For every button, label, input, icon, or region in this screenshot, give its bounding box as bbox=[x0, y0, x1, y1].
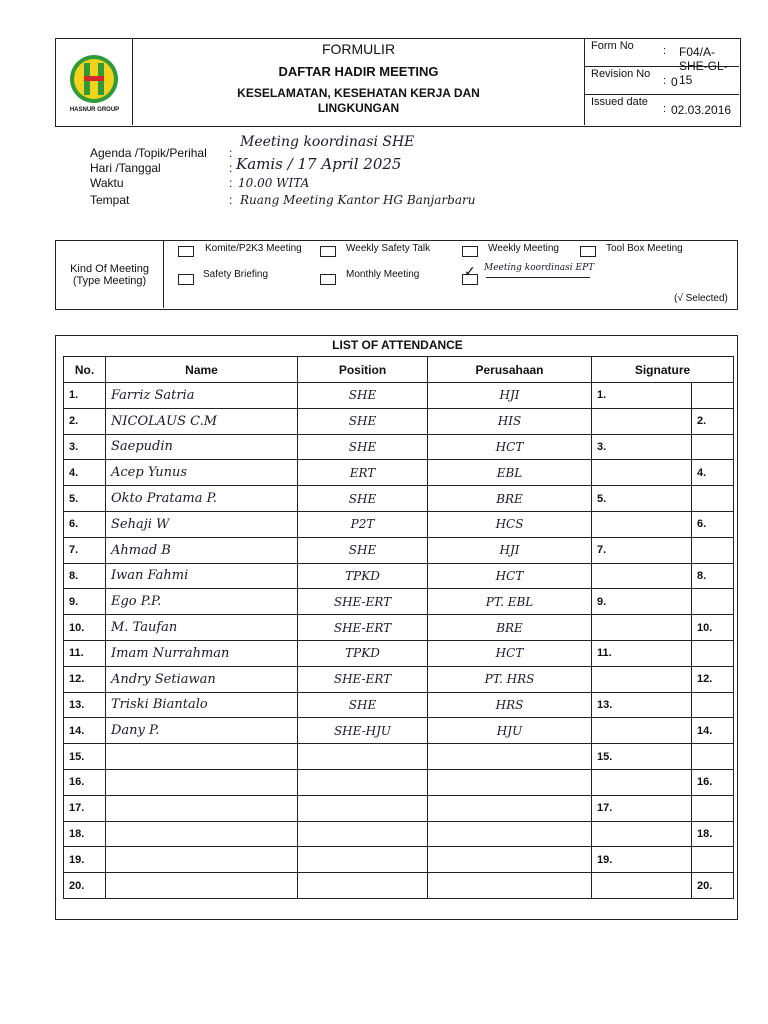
row-number: 3. bbox=[64, 434, 106, 460]
row-number: 12. bbox=[64, 666, 106, 692]
table-row bbox=[64, 537, 734, 563]
row-position[interactable]: ERT bbox=[298, 460, 428, 486]
signature-left[interactable] bbox=[592, 615, 692, 641]
row-position[interactable]: SHE-ERT bbox=[298, 615, 428, 641]
meta-cell bbox=[585, 39, 739, 125]
attendance-title: LIST OF ATTENDANCE bbox=[332, 338, 463, 352]
signature-right[interactable]: 14. bbox=[692, 718, 734, 744]
row-position[interactable]: SHE bbox=[298, 383, 428, 409]
option-weekly-safety-talk: Weekly Safety Talk bbox=[346, 243, 431, 254]
row-number: 15. bbox=[64, 744, 106, 770]
row-position[interactable]: TPKD bbox=[298, 640, 428, 666]
row-name[interactable]: Imam Nurrahman bbox=[106, 640, 298, 666]
row-name[interactable]: Andry Setiawan bbox=[106, 666, 298, 692]
row-name[interactable]: NICOLAUS C.M bbox=[106, 408, 298, 434]
row-name[interactable] bbox=[106, 795, 298, 821]
row-position[interactable]: SHE bbox=[298, 486, 428, 512]
row-position[interactable]: SHE-ERT bbox=[298, 589, 428, 615]
row-name[interactable]: Sehaji W bbox=[106, 511, 298, 537]
row-position[interactable]: P2T bbox=[298, 511, 428, 537]
option-weekly-meeting: Weekly Meeting bbox=[488, 243, 559, 254]
row-company[interactable] bbox=[428, 769, 592, 795]
signature-left[interactable]: 19. bbox=[592, 847, 692, 873]
revision-row: Revision No : 0 bbox=[585, 67, 739, 95]
table-row bbox=[64, 873, 734, 899]
row-number: 11. bbox=[64, 640, 106, 666]
row-company[interactable]: HJU bbox=[428, 718, 592, 744]
row-company[interactable] bbox=[428, 821, 592, 847]
signature-right[interactable]: 10. bbox=[692, 615, 734, 641]
checkbox-weekly-meeting[interactable] bbox=[462, 246, 478, 257]
signature-left[interactable]: 17. bbox=[592, 795, 692, 821]
table-row bbox=[64, 640, 734, 666]
place-value: Ruang Meeting Kantor HG Banjarbaru bbox=[240, 193, 476, 207]
table-row bbox=[64, 821, 734, 847]
col-position: Position bbox=[298, 357, 428, 383]
row-name[interactable] bbox=[106, 847, 298, 873]
revision-value: 0 bbox=[671, 75, 678, 89]
issued-row: Issued date : 02.03.2016 bbox=[591, 96, 732, 117]
logo-cell bbox=[56, 39, 133, 125]
row-name[interactable]: Triski Biantalo bbox=[106, 692, 298, 718]
option-tool-box: Tool Box Meeting bbox=[606, 243, 683, 254]
signature-right[interactable]: 18. bbox=[692, 821, 734, 847]
signature-left[interactable] bbox=[592, 769, 692, 795]
signature-right[interactable]: 20. bbox=[692, 873, 734, 899]
signature-left[interactable] bbox=[592, 821, 692, 847]
place-label: Tempat bbox=[90, 193, 130, 207]
row-company[interactable]: HCT bbox=[428, 563, 592, 589]
row-position[interactable] bbox=[298, 769, 428, 795]
table-row bbox=[64, 434, 734, 460]
signature-left[interactable]: 11. bbox=[592, 640, 692, 666]
row-position[interactable]: SHE bbox=[298, 537, 428, 563]
row-position[interactable]: SHE bbox=[298, 434, 428, 460]
row-number: 4. bbox=[64, 460, 106, 486]
row-company[interactable] bbox=[428, 744, 592, 770]
row-position[interactable] bbox=[298, 821, 428, 847]
signature-left[interactable] bbox=[592, 511, 692, 537]
signature-left[interactable] bbox=[592, 563, 692, 589]
signature-right[interactable] bbox=[692, 640, 734, 666]
table-row bbox=[64, 769, 734, 795]
row-position[interactable] bbox=[298, 744, 428, 770]
other-underline bbox=[486, 277, 590, 278]
date-label: Hari /Tanggal bbox=[90, 161, 161, 175]
row-number: 17. bbox=[64, 795, 106, 821]
signature-left[interactable]: 13. bbox=[592, 692, 692, 718]
table-row bbox=[64, 666, 734, 692]
row-name[interactable] bbox=[106, 769, 298, 795]
agenda-value: Meeting koordinasi SHE bbox=[240, 134, 415, 150]
checkbox-tool-box[interactable] bbox=[580, 246, 596, 257]
signature-right[interactable] bbox=[692, 486, 734, 512]
row-number: 16. bbox=[64, 769, 106, 795]
row-name[interactable]: Farriz Satria bbox=[106, 383, 298, 409]
row-position[interactable]: SHE bbox=[298, 408, 428, 434]
col-signature: Signature bbox=[592, 357, 734, 383]
row-name[interactable]: Okto Pratama P. bbox=[106, 486, 298, 512]
row-name[interactable] bbox=[106, 873, 298, 899]
signature-right[interactable] bbox=[692, 744, 734, 770]
table-row bbox=[64, 718, 734, 744]
option-other-value: Meeting koordinasi EPT bbox=[484, 263, 595, 273]
row-name[interactable]: Ego P.P. bbox=[106, 589, 298, 615]
row-company[interactable] bbox=[428, 795, 592, 821]
signature-right[interactable] bbox=[692, 847, 734, 873]
table-row bbox=[64, 692, 734, 718]
row-company[interactable]: HJI bbox=[428, 537, 592, 563]
col-name: Name bbox=[106, 357, 298, 383]
row-company[interactable]: HCT bbox=[428, 434, 592, 460]
signature-left[interactable] bbox=[592, 718, 692, 744]
row-number: 10. bbox=[64, 615, 106, 641]
row-name[interactable]: Iwan Fahmi bbox=[106, 563, 298, 589]
row-position[interactable]: SHE-HJU bbox=[298, 718, 428, 744]
signature-right[interactable]: 4. bbox=[692, 460, 734, 486]
row-number: 7. bbox=[64, 537, 106, 563]
time-label: Waktu bbox=[90, 176, 124, 190]
row-name[interactable]: Dany P. bbox=[106, 718, 298, 744]
signature-right[interactable] bbox=[692, 383, 734, 409]
row-company[interactable]: BRE bbox=[428, 486, 592, 512]
row-company[interactable]: BRE bbox=[428, 615, 592, 641]
signature-left[interactable]: 15. bbox=[592, 744, 692, 770]
signature-left[interactable]: 9. bbox=[592, 589, 692, 615]
option-monthly-meeting: Monthly Meeting bbox=[346, 269, 420, 280]
row-name[interactable] bbox=[106, 821, 298, 847]
row-number: 20. bbox=[64, 873, 106, 899]
row-name[interactable]: Acep Yunus bbox=[106, 460, 298, 486]
form-header bbox=[55, 38, 741, 127]
row-company[interactable]: HCS bbox=[428, 511, 592, 537]
option-komite: Komite/P2K3 Meeting bbox=[205, 243, 302, 254]
row-company[interactable]: HCT bbox=[428, 640, 592, 666]
row-company[interactable]: EBL bbox=[428, 460, 592, 486]
checkbox-safety-briefing[interactable] bbox=[178, 274, 194, 285]
time-value: 10.00 WITA bbox=[238, 176, 310, 190]
checkbox-komite[interactable] bbox=[178, 246, 194, 257]
row-company[interactable]: HJI bbox=[428, 383, 592, 409]
signature-left[interactable] bbox=[592, 460, 692, 486]
logo-text: HASNUR GROUP bbox=[69, 107, 120, 113]
row-name[interactable] bbox=[106, 744, 298, 770]
form-no-value: F04/A-SHE-GL-15 bbox=[679, 45, 728, 87]
row-number: 14. bbox=[64, 718, 106, 744]
form-no-row: Form No : F04/A-SHE-GL-15 bbox=[585, 39, 739, 67]
row-number: 19. bbox=[64, 847, 106, 873]
row-position[interactable]: SHE-ERT bbox=[298, 666, 428, 692]
col-company: Perusahaan bbox=[428, 357, 592, 383]
table-row bbox=[64, 615, 734, 641]
selected-note: (√ Selected) bbox=[674, 293, 728, 304]
kind-of-meeting-box bbox=[55, 240, 738, 310]
form-subtitle: DAFTAR HADIR MEETING bbox=[278, 64, 439, 79]
col-no: No. bbox=[64, 357, 106, 383]
table-row bbox=[64, 847, 734, 873]
signature-left[interactable]: 1. bbox=[592, 383, 692, 409]
row-number: 13. bbox=[64, 692, 106, 718]
signature-left[interactable]: 5. bbox=[592, 486, 692, 512]
row-company[interactable]: HIS bbox=[428, 408, 592, 434]
checkbox-monthly-meeting[interactable] bbox=[320, 274, 336, 285]
signature-left[interactable] bbox=[592, 873, 692, 899]
signature-right[interactable] bbox=[692, 692, 734, 718]
title-cell bbox=[133, 39, 585, 125]
signature-left[interactable] bbox=[592, 666, 692, 692]
date-value: Kamis / 17 April 2025 bbox=[236, 155, 402, 173]
row-number: 6. bbox=[64, 511, 106, 537]
row-company[interactable]: HRS bbox=[428, 692, 592, 718]
signature-right[interactable] bbox=[692, 795, 734, 821]
row-position[interactable] bbox=[298, 847, 428, 873]
table-header-row bbox=[64, 357, 734, 383]
signature-right[interactable]: 8. bbox=[692, 563, 734, 589]
signature-right[interactable]: 12. bbox=[692, 666, 734, 692]
row-company[interactable]: PT. HRS bbox=[428, 666, 592, 692]
row-name[interactable]: Ahmad B bbox=[106, 537, 298, 563]
row-position[interactable]: SHE bbox=[298, 692, 428, 718]
row-number: 18. bbox=[64, 821, 106, 847]
signature-left[interactable]: 7. bbox=[592, 537, 692, 563]
check-mark-icon: ✓ bbox=[464, 263, 476, 279]
form-subtitle-2: KESELAMATAN, KESEHATAN KERJA DAN LINGKUNGAN bbox=[237, 86, 480, 115]
table-row bbox=[64, 563, 734, 589]
signature-left[interactable] bbox=[592, 408, 692, 434]
row-number: 8. bbox=[64, 563, 106, 589]
issued-value: 02.03.2016 bbox=[671, 103, 732, 117]
signature-right[interactable]: 16. bbox=[692, 769, 734, 795]
row-position[interactable] bbox=[298, 795, 428, 821]
signature-right[interactable] bbox=[692, 537, 734, 563]
row-company[interactable] bbox=[428, 847, 592, 873]
option-safety-briefing: Safety Briefing bbox=[203, 269, 269, 280]
form-title: FORMULIR bbox=[321, 41, 396, 57]
signature-right[interactable] bbox=[692, 434, 734, 460]
table-row bbox=[64, 744, 734, 770]
table-row bbox=[64, 408, 734, 434]
table-row bbox=[64, 460, 734, 486]
signature-right[interactable]: 2. bbox=[692, 408, 734, 434]
agenda-label: Agenda /Topik/Perihal bbox=[90, 146, 207, 160]
signature-right[interactable] bbox=[692, 589, 734, 615]
row-company[interactable]: PT. EBL bbox=[428, 589, 592, 615]
row-position[interactable]: TPKD bbox=[298, 563, 428, 589]
table-row bbox=[64, 589, 734, 615]
attendance-table bbox=[63, 356, 734, 899]
table-row bbox=[64, 511, 734, 537]
attendance-box bbox=[55, 335, 738, 920]
row-number: 9. bbox=[64, 589, 106, 615]
row-number: 2. bbox=[64, 408, 106, 434]
row-number: 1. bbox=[64, 383, 106, 409]
table-row bbox=[64, 795, 734, 821]
row-number: 5. bbox=[64, 486, 106, 512]
row-name[interactable]: Saepudin bbox=[106, 434, 298, 460]
kind-label: Kind Of Meeting (Type Meeting) bbox=[56, 241, 164, 308]
signature-right[interactable]: 6. bbox=[692, 511, 734, 537]
row-position[interactable] bbox=[298, 873, 428, 899]
table-row bbox=[64, 486, 734, 512]
table-row bbox=[64, 383, 734, 409]
signature-left[interactable]: 3. bbox=[592, 434, 692, 460]
checkbox-weekly-safety-talk[interactable] bbox=[320, 246, 336, 257]
row-name[interactable]: M. Taufan bbox=[106, 615, 298, 641]
row-company[interactable] bbox=[428, 873, 592, 899]
